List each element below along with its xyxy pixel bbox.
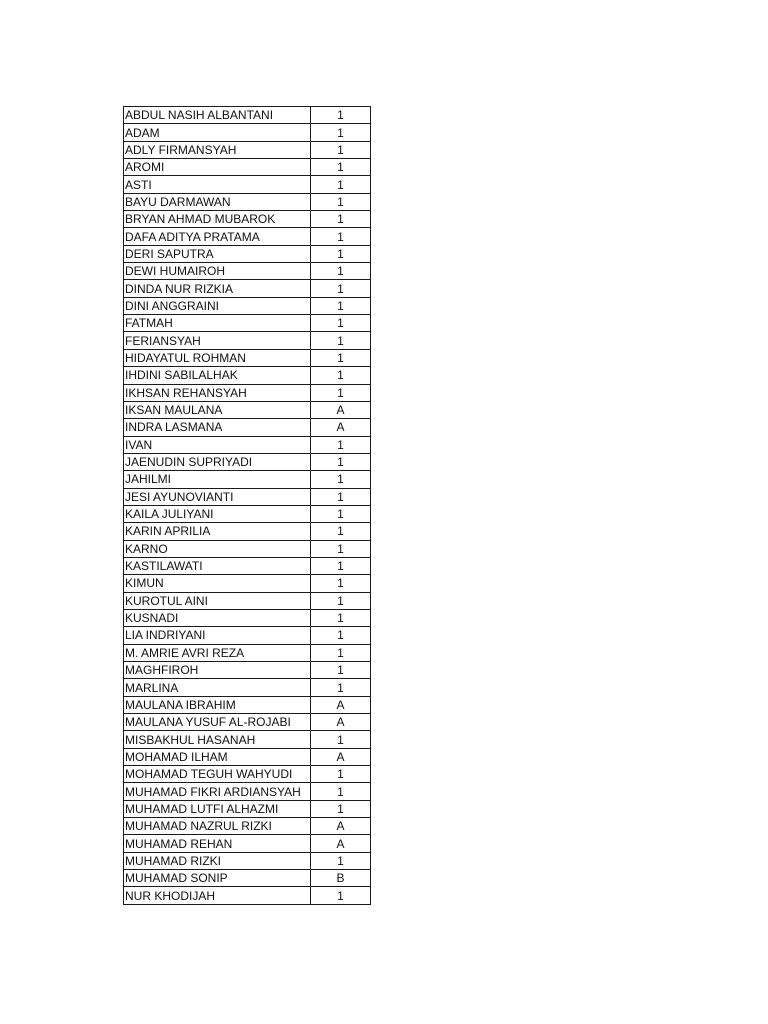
table-row xyxy=(124,575,371,592)
table-row xyxy=(124,731,371,748)
student-name-cell: MISBAKHUL HASANAH xyxy=(124,731,311,748)
table-row xyxy=(124,436,371,453)
attendance-value-cell: 1 xyxy=(311,124,371,141)
attendance-value-cell: 1 xyxy=(311,609,371,626)
table-row xyxy=(124,714,371,731)
attendance-value-cell: 1 xyxy=(311,523,371,540)
table-row xyxy=(124,228,371,245)
student-name-cell: MUHAMAD NAZRUL RIZKI xyxy=(124,818,311,835)
student-name-cell: JAENUDIN SUPRIYADI xyxy=(124,453,311,470)
student-name-cell: MUHAMAD SONIP xyxy=(124,870,311,887)
student-name-cell: FATMAH xyxy=(124,315,311,332)
table-row xyxy=(124,211,371,228)
student-name-cell: DEWI HUMAIROH xyxy=(124,263,311,280)
attendance-value-cell: 1 xyxy=(311,662,371,679)
attendance-value-cell: A xyxy=(311,714,371,731)
student-name-cell: DINI ANGGRAINI xyxy=(124,297,311,314)
student-name-cell: LIA INDRIYANI xyxy=(124,627,311,644)
attendance-value-cell: 1 xyxy=(311,852,371,869)
student-name-cell: IKHSAN REHANSYAH xyxy=(124,384,311,401)
student-name-cell: MUHAMAD LUTFI ALHAZMI xyxy=(124,800,311,817)
table-row xyxy=(124,852,371,869)
attendance-value-cell: 1 xyxy=(311,297,371,314)
attendance-value-cell: 1 xyxy=(311,332,371,349)
student-name-cell: KARIN APRILIA xyxy=(124,523,311,540)
student-name-cell: MUHAMAD REHAN xyxy=(124,835,311,852)
student-name-cell: IKSAN MAULANA xyxy=(124,401,311,418)
table-row xyxy=(124,887,371,904)
table-row xyxy=(124,523,371,540)
student-name-cell: HIDAYATUL ROHMAN xyxy=(124,349,311,366)
student-name-cell: JESI AYUNOVIANTI xyxy=(124,488,311,505)
attendance-value-cell: A xyxy=(311,401,371,418)
student-name-cell: ASTI xyxy=(124,176,311,193)
table-row xyxy=(124,696,371,713)
table-row xyxy=(124,488,371,505)
student-name-cell: INDRA LASMANA xyxy=(124,419,311,436)
attendance-value-cell: A xyxy=(311,818,371,835)
student-name-cell: MAULANA IBRAHIM xyxy=(124,696,311,713)
attendance-value-cell: 1 xyxy=(311,800,371,817)
attendance-value-cell: A xyxy=(311,835,371,852)
student-name-cell: AROMI xyxy=(124,159,311,176)
table-row xyxy=(124,557,371,574)
attendance-value-cell: A xyxy=(311,696,371,713)
table-row xyxy=(124,471,371,488)
attendance-value-cell: 1 xyxy=(311,280,371,297)
attendance-value-cell: 1 xyxy=(311,575,371,592)
student-name-cell: KUSNADI xyxy=(124,609,311,626)
table-row xyxy=(124,263,371,280)
student-name-cell: DAFA ADITYA PRATAMA xyxy=(124,228,311,245)
student-name-cell: KUROTUL AINI xyxy=(124,592,311,609)
table-row xyxy=(124,280,371,297)
table-row xyxy=(124,627,371,644)
student-name-cell: KAILA JULIYANI xyxy=(124,505,311,522)
table-row xyxy=(124,835,371,852)
student-name-cell: ABDUL NASIH ALBANTANI xyxy=(124,107,311,124)
table-row xyxy=(124,176,371,193)
attendance-value-cell: 1 xyxy=(311,887,371,904)
attendance-value-cell: 1 xyxy=(311,783,371,800)
student-name-cell: MAULANA YUSUF AL-ROJABI xyxy=(124,714,311,731)
attendance-value-cell: 1 xyxy=(311,245,371,262)
attendance-table xyxy=(123,106,371,905)
attendance-value-cell: 1 xyxy=(311,349,371,366)
student-name-cell: MAGHFIROH xyxy=(124,662,311,679)
student-name-cell: MOHAMAD TEGUH WAHYUDI xyxy=(124,766,311,783)
table-row xyxy=(124,800,371,817)
student-name-cell: ADAM xyxy=(124,124,311,141)
table-row xyxy=(124,107,371,124)
table-row xyxy=(124,505,371,522)
attendance-value-cell: 1 xyxy=(311,453,371,470)
attendance-value-cell: 1 xyxy=(311,141,371,158)
table-row xyxy=(124,592,371,609)
table-row xyxy=(124,332,371,349)
student-name-cell: KARNO xyxy=(124,540,311,557)
student-name-cell: ADLY FIRMANSYAH xyxy=(124,141,311,158)
attendance-value-cell: 1 xyxy=(311,540,371,557)
table-row xyxy=(124,870,371,887)
attendance-value-cell: 1 xyxy=(311,384,371,401)
attendance-value-cell: 1 xyxy=(311,211,371,228)
student-name-cell: BAYU DARMAWAN xyxy=(124,193,311,210)
table-row xyxy=(124,453,371,470)
attendance-value-cell: 1 xyxy=(311,488,371,505)
student-name-cell: MUHAMAD RIZKI xyxy=(124,852,311,869)
student-name-cell: FERIANSYAH xyxy=(124,332,311,349)
attendance-value-cell: 1 xyxy=(311,176,371,193)
attendance-value-cell: 1 xyxy=(311,367,371,384)
attendance-value-cell: 1 xyxy=(311,107,371,124)
table-row xyxy=(124,315,371,332)
attendance-value-cell: 1 xyxy=(311,263,371,280)
student-name-cell: MARLINA xyxy=(124,679,311,696)
attendance-value-cell: 1 xyxy=(311,557,371,574)
table-row xyxy=(124,141,371,158)
table-row xyxy=(124,401,371,418)
table-row xyxy=(124,297,371,314)
table-row xyxy=(124,766,371,783)
attendance-table-body xyxy=(124,107,371,905)
table-row xyxy=(124,540,371,557)
attendance-value-cell: 1 xyxy=(311,766,371,783)
student-name-cell: IVAN xyxy=(124,436,311,453)
attendance-value-cell: 1 xyxy=(311,644,371,661)
student-name-cell: M. AMRIE AVRI REZA xyxy=(124,644,311,661)
table-row xyxy=(124,349,371,366)
table-row xyxy=(124,748,371,765)
attendance-value-cell: B xyxy=(311,870,371,887)
table-row xyxy=(124,193,371,210)
student-name-cell: BRYAN AHMAD MUBAROK xyxy=(124,211,311,228)
table-row xyxy=(124,367,371,384)
attendance-value-cell: 1 xyxy=(311,679,371,696)
table-row xyxy=(124,818,371,835)
attendance-value-cell: 1 xyxy=(311,627,371,644)
student-name-cell: MUHAMAD FIKRI ARDIANSYAH xyxy=(124,783,311,800)
student-name-cell: KIMUN xyxy=(124,575,311,592)
student-name-cell: NUR KHODIJAH xyxy=(124,887,311,904)
attendance-value-cell: 1 xyxy=(311,193,371,210)
table-row xyxy=(124,609,371,626)
attendance-value-cell: 1 xyxy=(311,505,371,522)
attendance-value-cell: 1 xyxy=(311,228,371,245)
table-row xyxy=(124,124,371,141)
attendance-value-cell: 1 xyxy=(311,315,371,332)
table-row xyxy=(124,644,371,661)
table-row xyxy=(124,384,371,401)
student-name-cell: KASTILAWATI xyxy=(124,557,311,574)
student-name-cell: DERI SAPUTRA xyxy=(124,245,311,262)
attendance-value-cell: A xyxy=(311,419,371,436)
student-name-cell: JAHILMI xyxy=(124,471,311,488)
attendance-value-cell: 1 xyxy=(311,592,371,609)
attendance-value-cell: 1 xyxy=(311,159,371,176)
table-row xyxy=(124,419,371,436)
attendance-value-cell: A xyxy=(311,748,371,765)
table-row xyxy=(124,159,371,176)
student-name-cell: DINDA NUR RIZKIA xyxy=(124,280,311,297)
table-row xyxy=(124,662,371,679)
student-name-cell: IHDINI SABILALHAK xyxy=(124,367,311,384)
attendance-value-cell: 1 xyxy=(311,471,371,488)
table-row xyxy=(124,679,371,696)
table-row xyxy=(124,783,371,800)
attendance-value-cell: 1 xyxy=(311,731,371,748)
attendance-value-cell: 1 xyxy=(311,436,371,453)
table-row xyxy=(124,245,371,262)
student-name-cell: MOHAMAD ILHAM xyxy=(124,748,311,765)
